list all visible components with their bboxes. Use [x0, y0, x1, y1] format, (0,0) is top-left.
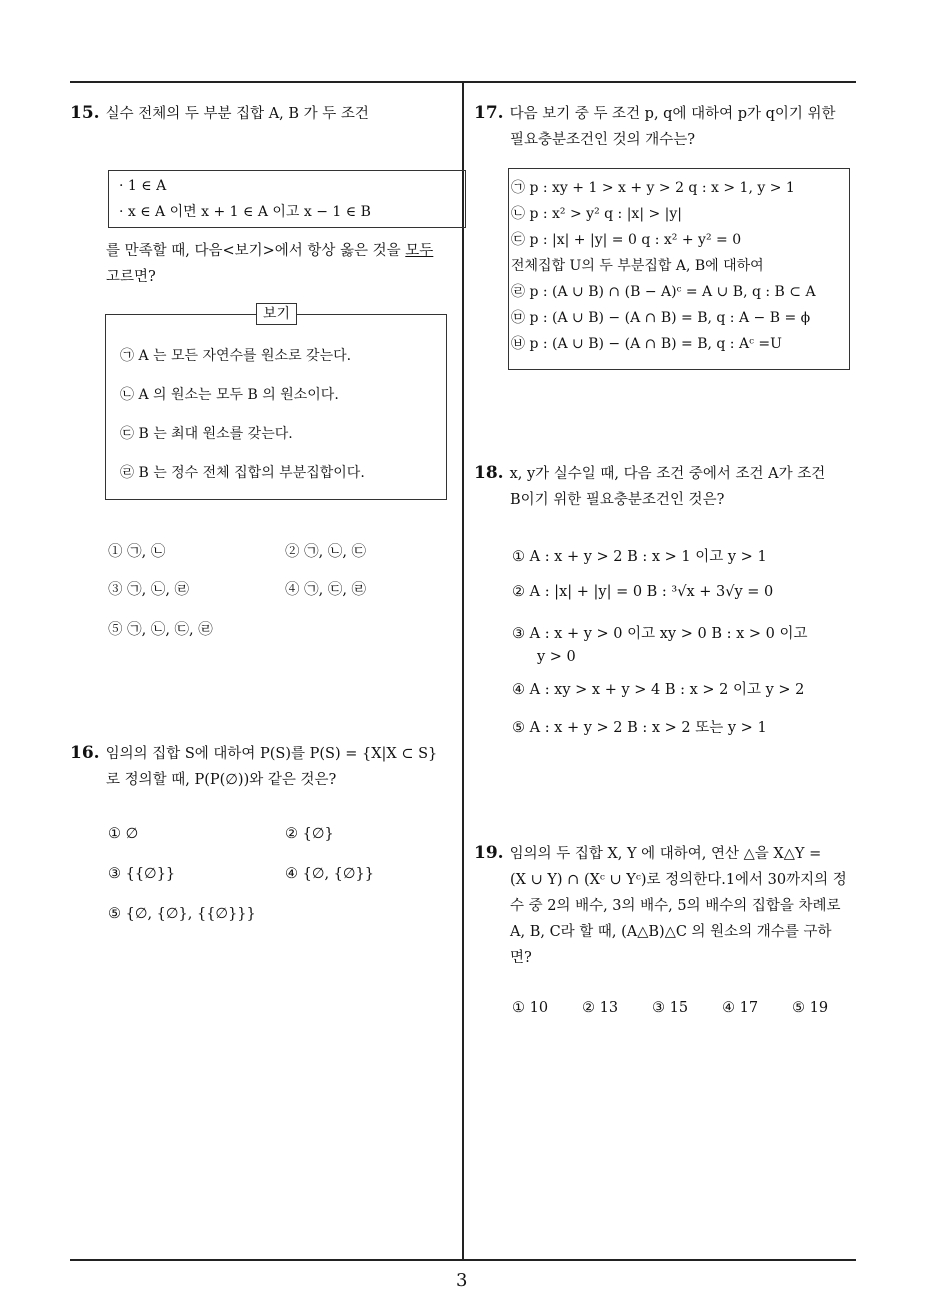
question-15-continuation	[106, 238, 461, 290]
option-4[interactable]: ④ 17	[722, 1000, 759, 1016]
question-text-line: (X ∪ Y) ∩ (Xᶜ ∪ Yᶜ)로 정의한다.1에서 30까지의 정	[510, 872, 847, 888]
option-3[interactable]: ③ ㉠, ㉡, ㉣	[108, 582, 190, 598]
question-text: x, y가 실수일 때, 다음 조건 중에서 조건 A가 조건	[509, 466, 826, 482]
option-1[interactable]: ① A : x + y > 2 B : x > 1 이고 y > 1	[512, 549, 767, 565]
bogi-item: ㉡ A 의 원소는 모두 B 의 원소이다.	[120, 387, 339, 403]
question-text-2: 로 정의할 때, P(P(∅))와 같은 것은?	[106, 772, 337, 788]
condition-line: · 1 ∈ A	[119, 178, 167, 194]
question-text-2: B이기 위한 필요충분조건인 것은?	[510, 492, 725, 508]
question-number: 16.	[70, 743, 100, 763]
condition-line: ㉥ p : (A ∪ B) − (A ∩ B) = B, q : Aᶜ =U	[511, 336, 782, 352]
option-1[interactable]: ① ∅	[108, 826, 139, 842]
option-4[interactable]: ④ ㉠, ㉢, ㉣	[285, 582, 367, 598]
option-3[interactable]: ③ 15	[652, 1000, 689, 1016]
condition-line: ㉣ p : (A ∪ B) ∩ (B − A)ᶜ = A ∪ B, q : B ⊂ A	[511, 284, 816, 300]
condition-line: ㉡ p : x² > y² q : |x| > |y|	[511, 206, 683, 222]
question-text-line: 면?	[510, 950, 532, 966]
page-number: 3	[456, 1270, 468, 1291]
bogi-box	[105, 314, 447, 500]
question-number: 17.	[474, 103, 504, 123]
question-text: 다음 보기 중 두 조건 p, q에 대하여 p가 q이기 위한	[509, 106, 836, 122]
option-2[interactable]: ② A : |x| + |y| = 0 B : ³√x + 3√y = 0	[512, 584, 774, 600]
question-text-line: A, B, C라 할 때, (A△B)△C 의 원소의 개수를 구하	[510, 924, 832, 940]
question-number: 18.	[474, 463, 504, 483]
question-16-stem	[70, 740, 460, 793]
question-text: 실수 전체의 두 부분 집합 A, B 가 두 조건	[105, 106, 369, 122]
continuation-text-2: 고르면?	[106, 269, 156, 285]
condition-line: ㉤ p : (A ∪ B) − (A ∩ B) = B, q : A − B = ϕ	[511, 310, 811, 326]
question-text: 임의의 두 집합 X, Y 에 대하여, 연산 △을 X△Y =	[509, 846, 822, 862]
bogi-item: ㉣ B 는 정수 전체 집합의 부분집합이다.	[120, 465, 365, 481]
condition-line: ㉠ p : xy + 1 > x + y > 2 q : x > 1, y > 1	[511, 180, 795, 196]
conditions-box	[508, 168, 850, 370]
option-4[interactable]: ④ {∅, {∅}}	[285, 866, 374, 882]
question-17-stem	[474, 100, 859, 153]
question-text: 임의의 집합 S에 대하여 P(S)를 P(S) = {X|X ⊂ S}	[105, 746, 438, 762]
option-3[interactable]: ③ {{∅}}	[108, 866, 176, 882]
question-number: 15.	[70, 103, 100, 123]
option-5[interactable]: ⑤ ㉠, ㉡, ㉢, ㉣	[108, 622, 213, 638]
option-2[interactable]: ② 13	[582, 1000, 619, 1016]
bogi-label: 보기	[256, 303, 297, 325]
option-1[interactable]: ① 10	[512, 1000, 549, 1016]
option-5[interactable]: ⑤ 19	[792, 1000, 829, 1016]
question-text-line: 수 중 2의 배수, 3의 배수, 5의 배수의 집합을 차례로	[510, 898, 841, 914]
condition-line: · x ∈ A 이면 x + 1 ∈ A 이고 x − 1 ∈ B	[119, 204, 371, 220]
conditions-box	[108, 170, 466, 228]
question-text-2: 필요충분조건인 것의 개수는?	[510, 132, 696, 148]
bottom-rule	[70, 1259, 856, 1261]
underlined-word: 모두	[405, 243, 434, 259]
option-3-continuation: y > 0	[537, 649, 576, 665]
option-5[interactable]: ⑤ A : x + y > 2 B : x > 2 또는 y > 1	[512, 720, 767, 736]
condition-line: ㉢ p : |x| + |y| = 0 q : x² + y² = 0	[511, 232, 742, 248]
question-19-stem	[474, 840, 864, 971]
question-number: 19.	[474, 843, 504, 863]
question-18-stem	[474, 460, 859, 513]
option-4[interactable]: ④ A : xy > x + y > 4 B : x > 2 이고 y > 2	[512, 682, 805, 698]
option-3[interactable]: ③ A : x + y > 0 이고 xy > 0 B : x > 0 이고	[512, 626, 808, 642]
bogi-item: ㉢ B 는 최대 원소를 갖는다.	[120, 426, 293, 442]
question-15-stem	[70, 100, 455, 127]
option-2[interactable]: ② {∅}	[285, 826, 334, 842]
option-2[interactable]: ② ㉠, ㉡, ㉢	[285, 544, 367, 560]
column-divider	[462, 81, 464, 1261]
continuation-text: 를 만족할 때, 다음<보기>에서 항상 옳은 것을	[106, 243, 406, 259]
condition-line: 전체집합 U의 두 부분집합 A, B에 대하여	[511, 258, 764, 274]
option-1[interactable]: ① ㉠, ㉡	[108, 544, 166, 560]
bogi-item: ㉠ A 는 모든 자연수를 원소로 갖는다.	[120, 348, 352, 364]
option-5[interactable]: ⑤ {∅, {∅}, {{∅}}}	[108, 906, 256, 922]
